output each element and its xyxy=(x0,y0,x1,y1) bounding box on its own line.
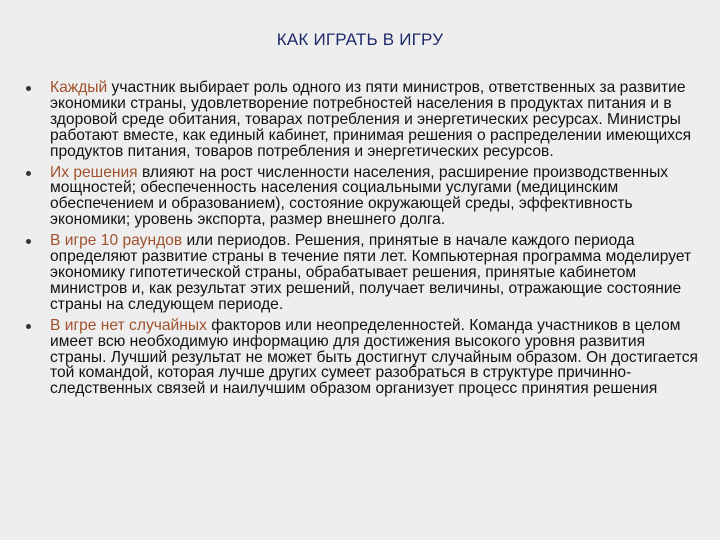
bullet-text: влияют на рост численности населения, расширение производственных мощностей; обеспеченность населения социальными услугами (медицинским обеспечением и образованием), состояние окружающей среды, эффективность экономики; уровень экспорта, размер внешнего долга. xyxy=(50,163,669,229)
bullet-dot-icon xyxy=(26,86,31,91)
bullet-highlight: Их решения xyxy=(50,163,138,181)
bullet-item xyxy=(22,318,702,398)
slide-title: КАК ИГРАТЬ В ИГРУ xyxy=(276,30,444,49)
bullet-highlight: В игре 10 раундов xyxy=(50,232,183,250)
bullet-list xyxy=(22,80,702,397)
bullet-text: или периодов. Решения, принятые в начале каждого периода определяют развитие страны в течение пяти лет. Компьютерная программа моделирует экономику гипотетической страны, обрабатывает решения, принятые кабинетом министров и, как результат этих решений, получает величины, отражающие состояние страны на следующем периоде. xyxy=(50,232,692,313)
bullet-dot-icon xyxy=(26,239,31,244)
bullet-item xyxy=(22,80,702,160)
bullet-highlight: Каждый xyxy=(50,79,108,96)
bullet-dot-icon xyxy=(26,171,31,176)
bullet-item xyxy=(22,165,702,229)
bullet-highlight: В игре нет случайных xyxy=(50,316,207,334)
bullet-dot-icon xyxy=(26,324,31,329)
bullet-text: факторов или неопределенностей. Команда участников в целом имеет всю необходимую информацию для достижения высокого уровня развития страны. Лучший результат не может быть достигнут случайным образом. Он достигается той командой, которая лучше других сумеет разобраться в структуре причинно-следственных связей и наилучшим образом организует процесс принятия решения xyxy=(50,316,698,398)
bullet-text: участник выбирает роль одного из пяти министров, ответственных за развитие экономики страны, удовлетворение потребностей населения в продуктах питания и в здоровой среде обитания, товарах потребления и энергетических ресурсах. Министры работают вместе, как единый кабинет, принимая решения о распределении имеющихся продуктов питания, товаров потребления и энергетических ресурсов. xyxy=(50,79,692,160)
bullet-item xyxy=(22,233,702,313)
